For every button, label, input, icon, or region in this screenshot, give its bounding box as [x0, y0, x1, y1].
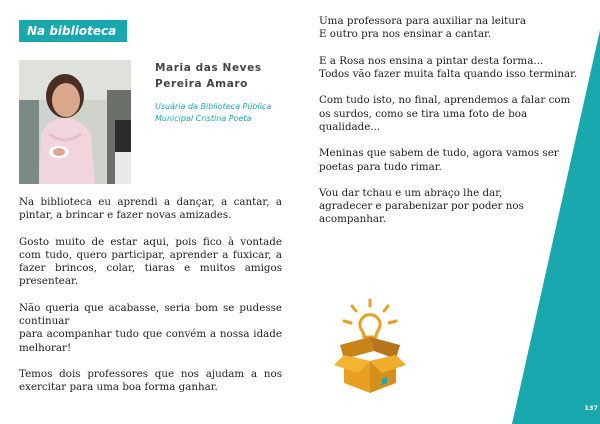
- stanza-line: Vou dar tchau e um abraço lhe dar,: [319, 187, 503, 200]
- stanza: [319, 55, 581, 81]
- paragraph-line: Não queria que acabasse, seria bom se pudesse continuar: [19, 302, 282, 328]
- stanza: Meninas que sabem de tudo, agora vamos ser poetas para tudo rimar.: [319, 147, 559, 173]
- paragraph: Na biblioteca eu aprendi a dançar, a cantar, a pintar, a brincar e fazer novas amizades.: [19, 196, 282, 222]
- left-column: [19, 196, 282, 408]
- author-name-line1: Maria das Neves: [155, 62, 262, 74]
- paragraph: Gosto muito de estar aqui, pois fico à vontade com tudo, quero participar, aprender a fuxicar, a fazer brincos, colar, tiaras e muitos amigos presentear.: [19, 235, 282, 288]
- paragraph-line: para acompanhar tudo que convém a nossa idade melhorar!: [19, 328, 282, 354]
- stanza: [319, 187, 581, 227]
- stanza: Com tudo isto, no final, aprendemos a falar com os surdos, como se tira uma foto de boa qualidade...: [319, 94, 571, 133]
- author-name: [155, 60, 295, 92]
- paragraph: Temos dois professores que nos ajudam a nos exercitar para uma boa forma ganhar.: [19, 368, 282, 394]
- author-name-line2: Pereira Amaro: [155, 78, 248, 90]
- author-photo: [19, 60, 131, 184]
- right-column: [319, 15, 581, 240]
- section-tag: Na biblioteca: [19, 20, 127, 42]
- author-role-line2: Municipal Cristina Poeta: [155, 114, 252, 123]
- author-role: [155, 101, 295, 125]
- stanza-line: E outro pra nos ensinar a cantar.: [319, 28, 492, 41]
- stanza: [319, 15, 581, 41]
- author-role-line1: Usuária da Biblioteca Pública: [155, 102, 272, 111]
- stanza-line: Uma professora para auxiliar na leitura: [319, 15, 526, 27]
- lightbulb-box-icon: [330, 299, 410, 399]
- paragraph: [19, 302, 282, 355]
- stanza-line: Todos vão fazer muita falta quando isso terminar.: [319, 67, 578, 80]
- stanza-line: agradecer e parabenizar por poder nos acompanhar.: [319, 200, 524, 226]
- page-number: 137: [584, 404, 598, 412]
- stanza-line: E a Rosa nos ensina a pintar desta forma...: [319, 54, 544, 67]
